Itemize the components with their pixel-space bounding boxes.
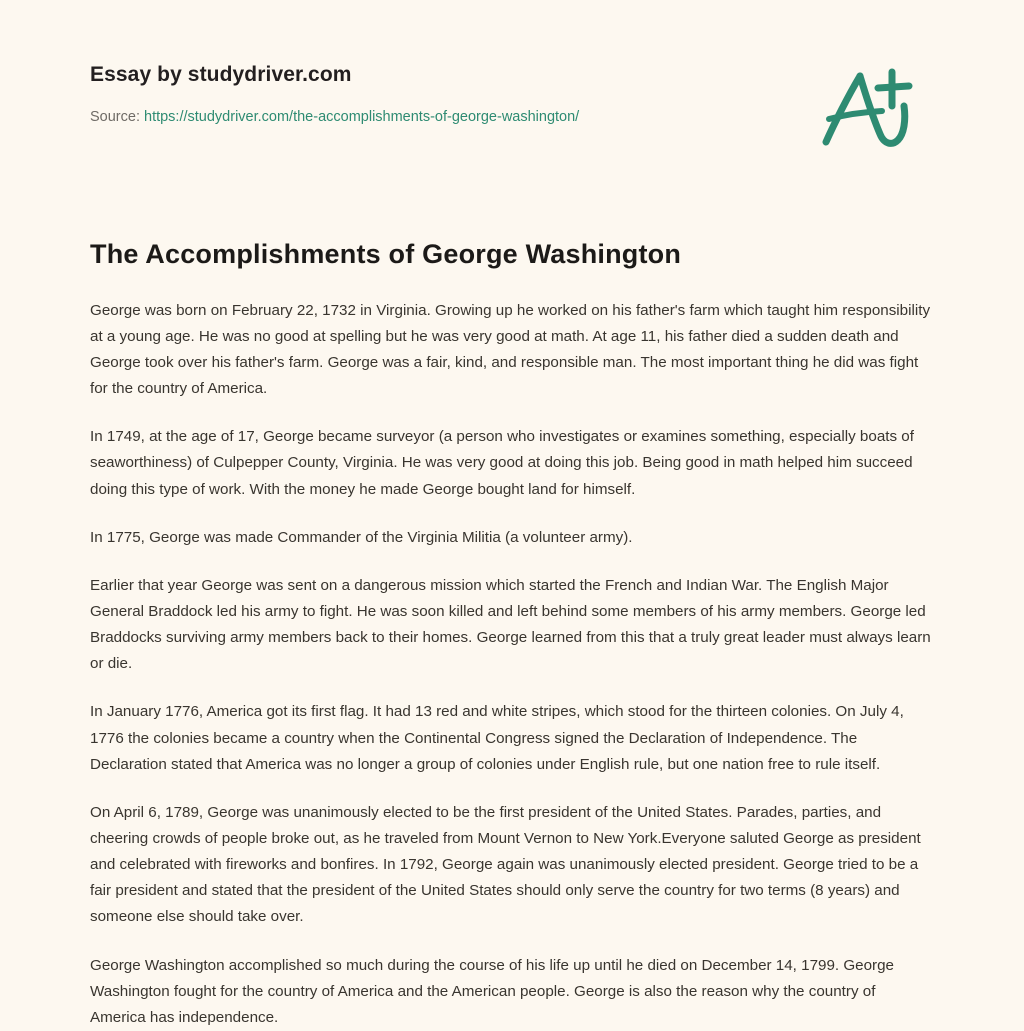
brand-label: Essay by studydriver.com	[90, 63, 352, 86]
source-url-link[interactable]: https://studydriver.com/the-accomplishments-of-george-washington/	[144, 109, 580, 126]
page-title: The Accomplishments of George Washington	[90, 239, 682, 269]
essay-paragraph: George Washington accomplished so much during the course of his life up until he died on December 14, 1799. George Washington fought for the country of America and the American people. George is also the reason why the country of America has independence.	[90, 956, 895, 1026]
essay-paragraph: On April 6, 1789, George was unanimously elected to be the first president of the United States. Parades, parties, and cheering crowds of people broke out, as he traveled from Mount Vernon to New York.Everyone saluted George as president and celebrated with fireworks and bonfires. In 1792, George again was unanimously elected president. George tried to be a fair president and stated that the president of the United States should only serve the country for two terms (8 years) and someone else should take over.	[90, 803, 921, 926]
source-line	[90, 108, 934, 127]
essay-body	[90, 298, 934, 1031]
essay-paragraph: In 1775, George was made Commander of the Virginia Militia (a volunteer army).	[90, 528, 633, 546]
a-plus-logo	[814, 62, 934, 152]
essay-paragraph: In January 1776, America got its first flag. It had 13 red and white stripes, which stood for the thirteen colonies. On July 4, 1776 the colonies became a country when the Continental Congress signed the Declaration of Independence. The Declaration stated that America was no longer a group of colonies under English rule, but one nation free to rule itself.	[90, 703, 904, 773]
page-header	[90, 0, 934, 150]
essay-paragraph: George was born on February 22, 1732 in Virginia. Growing up he worked on his father's farm which taught him responsibility at a young age. He was no good at spelling but he was very good at math. At age 11, his father died a sudden death and George took over his father's farm. George was a fair, kind, and responsible man. The most important thing he did was fight for the country of America.	[90, 301, 931, 398]
source-prefix-label: Source:	[90, 109, 144, 126]
essay-paragraph: In 1749, at the age of 17, George became surveyor (a person who investigates or examines something, especially boats of seaworthiness) of Culpepper County, Virginia. He was very good at doing this job. Being good in math helped him succeed doing this type of work. With the money he made George bought land for himself.	[90, 428, 914, 498]
essay-paragraph: Earlier that year George was sent on a dangerous mission which started the French and Indian War. The English Major General Braddock led his army to fight. He was soon killed and left behind some members of his army members. George led Braddocks surviving army members back to their homes. George learned from this that a truly great leader must always learn or die.	[90, 576, 931, 673]
